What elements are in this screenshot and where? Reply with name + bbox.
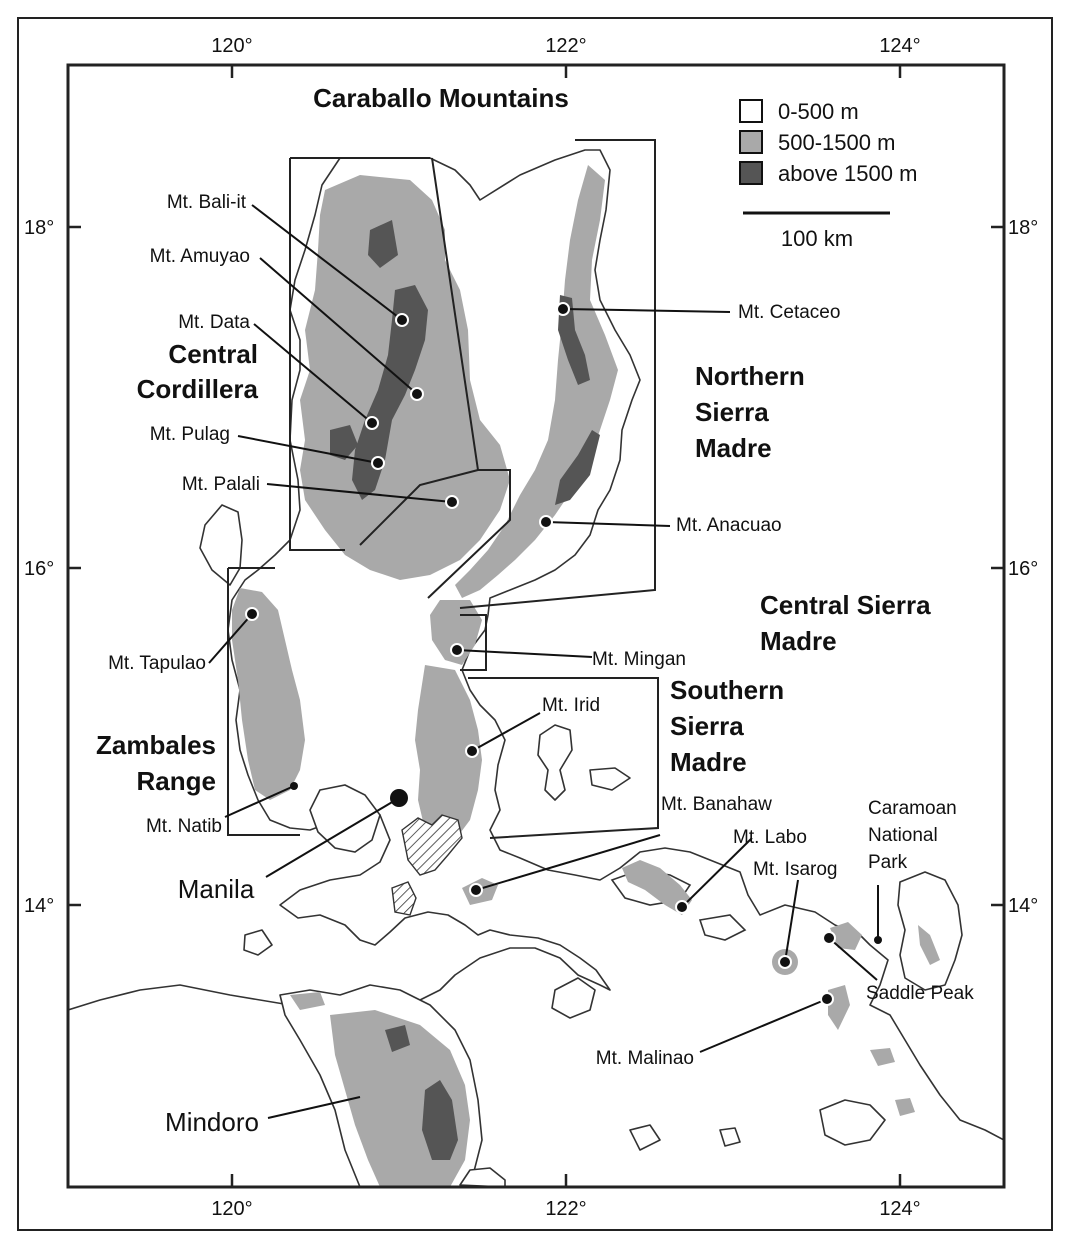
amuyao-label: Mt. Amuyao — [149, 246, 250, 267]
marker-banahaw — [470, 884, 482, 896]
mingan-label: Mt. Mingan — [592, 649, 686, 670]
marker-malinao — [821, 993, 833, 1005]
irid-label: Mt. Irid — [542, 695, 601, 716]
bottom-lon-label-124: 124° — [879, 1198, 921, 1220]
marker-caramoan — [874, 936, 882, 944]
top-lon-label-122: 122° — [545, 35, 587, 57]
mindoro-label: Mindoro — [165, 1107, 259, 1137]
caramoan-label-2: National — [868, 825, 938, 846]
manila-label: Manila — [177, 874, 255, 904]
right-lat-label-18: 18° — [1008, 217, 1039, 239]
legend — [740, 99, 917, 251]
marker-isarog — [779, 956, 791, 968]
marker-pulag — [372, 457, 384, 469]
legend-label-lowland: 0-500 m — [778, 99, 859, 124]
marker-anacuao — [540, 516, 552, 528]
central-cordillera-label-1: Central — [168, 339, 258, 369]
northern-sierra-madre-label-2: Sierra — [695, 397, 769, 427]
northern-sierra-madre-label-1: Northern — [695, 361, 805, 391]
labo-label: Mt. Labo — [733, 827, 807, 848]
palali-label: Mt. Palali — [181, 474, 260, 495]
legend-swatch-lowland — [740, 100, 762, 122]
legend-label-midland: 500-1500 m — [778, 130, 896, 155]
caraballo-label: Caraballo Mountains — [313, 83, 569, 113]
zambales-label-1: Zambales — [96, 730, 216, 760]
saddle-peak-label: Saddle Peak — [866, 983, 974, 1004]
legend-swatch-midland — [740, 131, 762, 153]
marker-irid — [466, 745, 478, 757]
caramoan-label-3: Park — [868, 852, 908, 873]
right-lat-label-14: 14° — [1008, 895, 1039, 917]
marker-tapulao — [246, 608, 258, 620]
central-sierra-madre-label-2: Madre — [760, 626, 837, 656]
tapulao-label: Mt. Tapulao — [108, 653, 206, 674]
landmass — [68, 150, 1004, 1187]
marker-bali-it — [396, 314, 408, 326]
map-body — [68, 140, 1004, 1187]
anacuao-label: Mt. Anacuao — [676, 515, 782, 536]
data-label: Mt. Data — [178, 312, 250, 333]
northern-sierra-madre-label-3: Madre — [695, 433, 772, 463]
zambales-label-2: Range — [136, 766, 216, 796]
right-lat-label-16: 16° — [1008, 558, 1039, 580]
natib-label: Mt. Natib — [145, 816, 222, 837]
legend-label-highland: above 1500 m — [778, 161, 918, 186]
central-sierra-madre-label-1: Central Sierra — [760, 590, 931, 620]
isarog-label: Mt. Isarog — [753, 859, 838, 880]
top-lon-label-120: 120° — [211, 35, 253, 57]
left-lat-label-18: 18° — [24, 217, 55, 239]
bottom-lon-label-120: 120° — [211, 1198, 253, 1220]
marker-data — [366, 417, 378, 429]
caramoan-label-1: Caramoan — [868, 798, 957, 819]
central-cordillera-label-2: Cordillera — [136, 374, 258, 404]
southern-sierra-madre-label-3: Madre — [670, 747, 747, 777]
southern-sierra-madre-label-1: Southern — [670, 675, 785, 705]
pulag-label: Mt. Pulag — [149, 424, 230, 445]
southern-sierra-madre-label-2: Sierra — [670, 711, 744, 741]
banahaw-label: Mt. Banahaw — [661, 794, 772, 815]
left-lat-label-16: 16° — [24, 558, 55, 580]
marker-saddle-peak — [823, 932, 835, 944]
scale-bar-label: 100 km — [780, 226, 854, 251]
legend-swatch-highland — [740, 162, 762, 184]
marker-natib — [290, 782, 298, 790]
marker-labo — [676, 901, 688, 913]
bottom-lon-label-122: 122° — [545, 1198, 587, 1220]
marker-palali — [446, 496, 458, 508]
marker-amuyao — [411, 388, 423, 400]
top-lon-label-124: 124° — [879, 35, 921, 57]
marker-cetaceo — [557, 303, 569, 315]
marker-mingan — [451, 644, 463, 656]
marker-manila — [390, 789, 408, 807]
bali-it-label: Mt. Bali-it — [166, 192, 246, 213]
malinao-label: Mt. Malinao — [595, 1048, 694, 1069]
cetaceo-label: Mt. Cetaceo — [738, 302, 841, 323]
left-lat-label-14: 14° — [24, 895, 55, 917]
